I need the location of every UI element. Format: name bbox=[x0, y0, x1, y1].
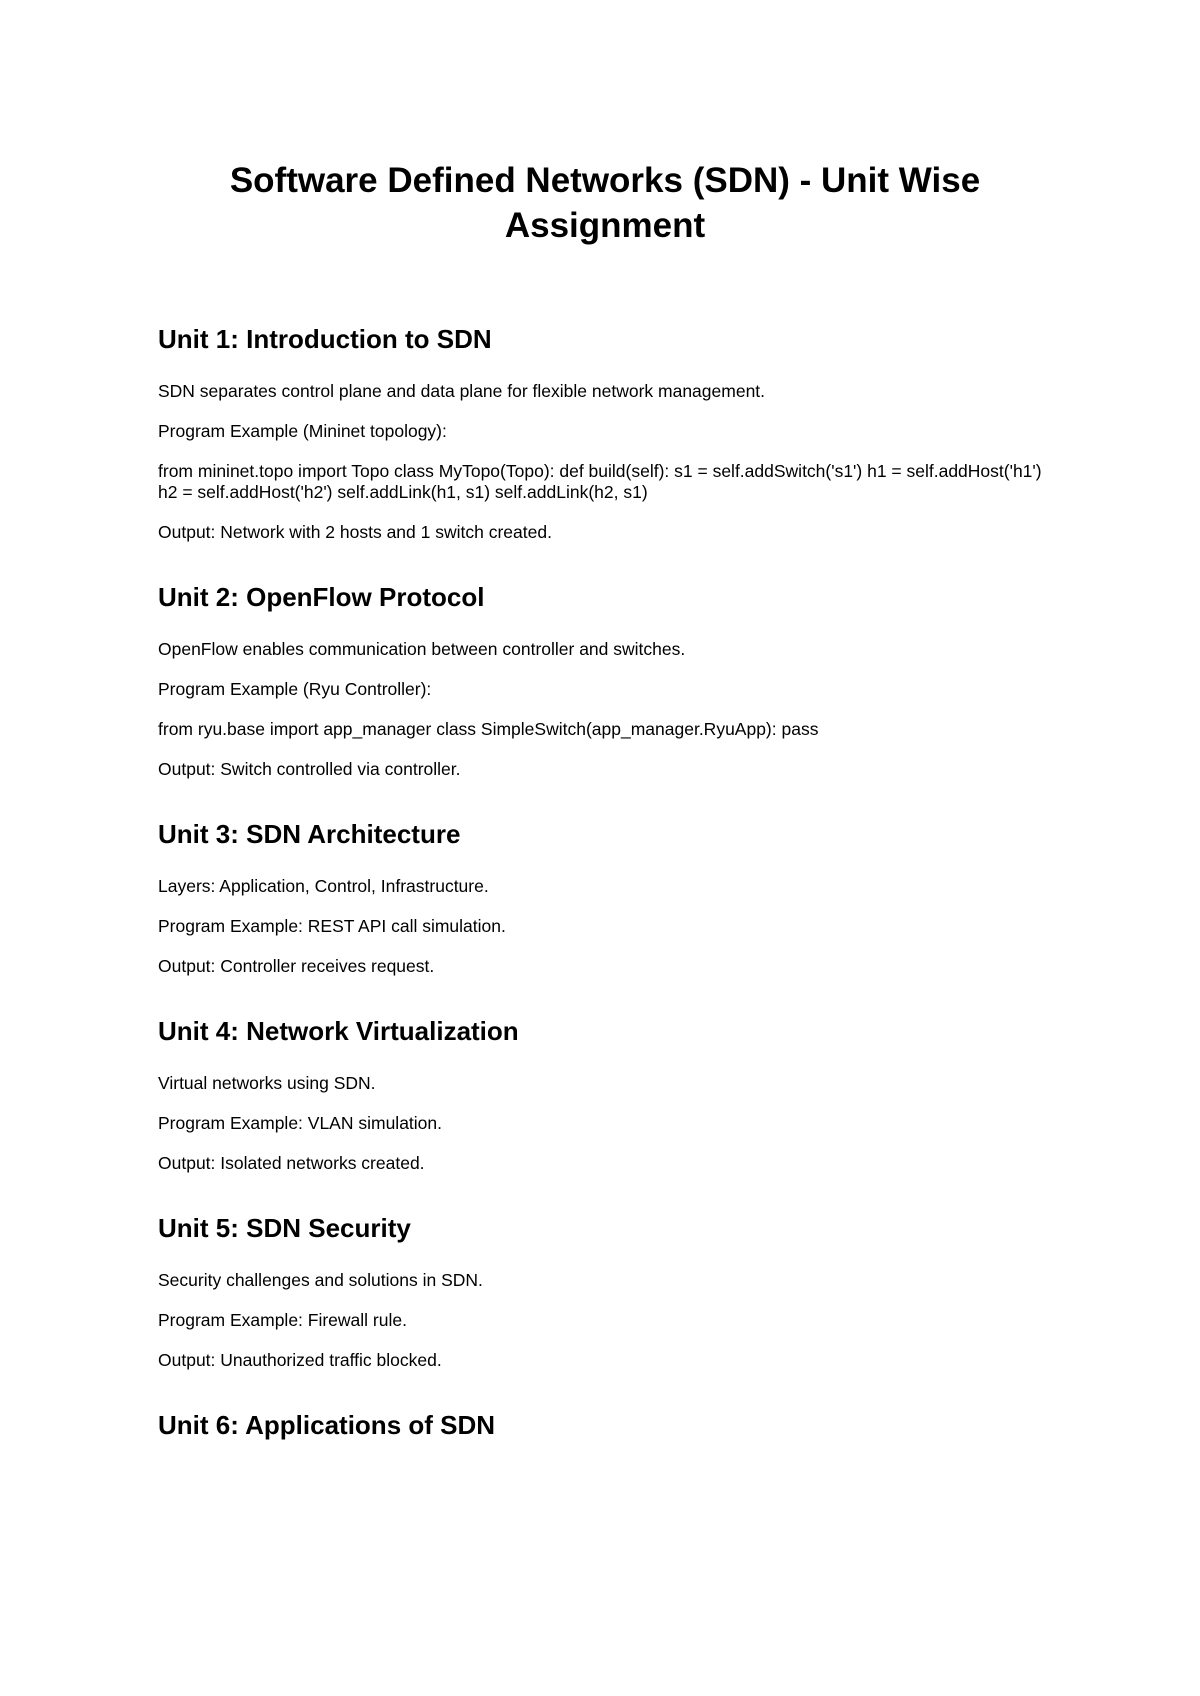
output-paragraph: Output: Network with 2 hosts and 1 switch created. bbox=[158, 522, 552, 542]
unit-heading: Unit 1: Introduction to SDN bbox=[158, 324, 492, 354]
unit-2-section bbox=[158, 580, 1058, 780]
program-example-label: Program Example (Ryu Controller): bbox=[158, 679, 432, 699]
document-body bbox=[158, 322, 1058, 1467]
program-example-label: Program Example: REST API call simulation. bbox=[158, 916, 506, 936]
document-title: Software Defined Networks (SDN) - Unit Wise Assignment bbox=[229, 161, 981, 245]
output-paragraph: Output: Controller receives request. bbox=[158, 956, 435, 976]
unit-heading: Unit 3: SDN Architecture bbox=[158, 819, 461, 849]
unit-1-section bbox=[158, 322, 1058, 543]
program-example-label: Program Example (Mininet topology): bbox=[158, 421, 447, 441]
code-paragraph: from mininet.topo import Topo class MyTopo(Topo): def build(self): s1 = self.addSwitch('s1') h1 = self.addHost('h1') h2 = self.addHost('h2') self.addLink(h1, s1) self.addLink(h2, s1) bbox=[158, 461, 1042, 502]
unit-3-section bbox=[158, 817, 1058, 977]
output-paragraph: Output: Switch controlled via controller. bbox=[158, 759, 461, 779]
unit-5-section bbox=[158, 1211, 1058, 1371]
code-paragraph: from ryu.base import app_manager class SimpleSwitch(app_manager.RyuApp): pass bbox=[158, 719, 819, 739]
unit-heading: Unit 4: Network Virtualization bbox=[158, 1016, 519, 1046]
output-paragraph: Output: Isolated networks created. bbox=[158, 1153, 425, 1173]
unit-heading: Unit 6: Applications of SDN bbox=[158, 1410, 496, 1440]
unit-heading: Unit 5: SDN Security bbox=[158, 1213, 411, 1243]
description-paragraph: Layers: Application, Control, Infrastructure. bbox=[158, 876, 489, 896]
unit-4-section bbox=[158, 1014, 1058, 1174]
description-paragraph: Virtual networks using SDN. bbox=[158, 1073, 376, 1093]
description-paragraph: SDN separates control plane and data plane for flexible network management. bbox=[158, 381, 766, 401]
unit-6-section bbox=[158, 1408, 1058, 1442]
unit-heading: Unit 2: OpenFlow Protocol bbox=[158, 582, 485, 612]
program-example-label: Program Example: Firewall rule. bbox=[158, 1310, 407, 1330]
program-example-label: Program Example: VLAN simulation. bbox=[158, 1113, 442, 1133]
output-paragraph: Output: Unauthorized traffic blocked. bbox=[158, 1350, 442, 1370]
description-paragraph: Security challenges and solutions in SDN. bbox=[158, 1270, 483, 1290]
description-paragraph: OpenFlow enables communication between controller and switches. bbox=[158, 639, 686, 659]
